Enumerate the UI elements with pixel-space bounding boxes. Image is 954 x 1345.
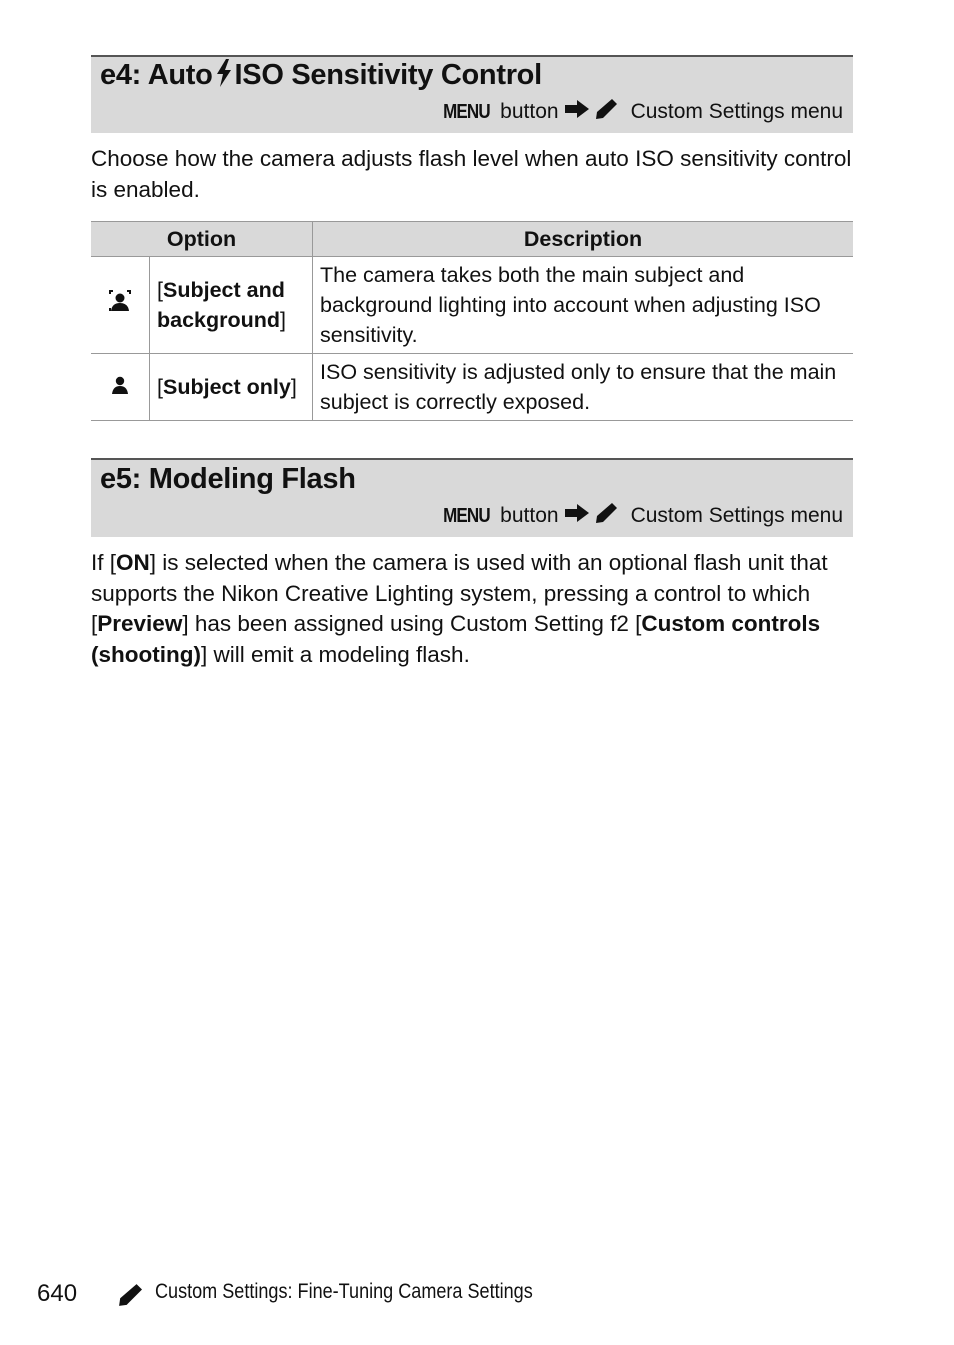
table-row (91, 354, 853, 421)
page-number: 640 (37, 1280, 78, 1307)
pencil-icon (118, 1284, 142, 1311)
section-title: e5: Modeling Flash (100, 463, 356, 495)
chapter-title: Custom Settings: Fine-Tuning Camera Settings (155, 1280, 533, 1303)
table-header-row (91, 222, 853, 257)
arrow-right-icon (565, 100, 589, 124)
breadcrumb: MENU button Custom Settings menu (443, 100, 843, 123)
table-row (91, 257, 853, 354)
breadcrumb: MENU button Custom Settings menu (443, 504, 843, 527)
section-title: e4: Auto ISO Sensitivity Control (100, 59, 542, 95)
option-description: The camera takes both the main subject and background lighting into account when adjusting ISO sensitivity. (313, 257, 854, 354)
options-table (91, 221, 853, 421)
pencil-icon (595, 503, 617, 529)
option-header: Option (91, 222, 313, 257)
arrow-right-icon (565, 504, 589, 528)
pencil-icon (595, 99, 617, 125)
description-header: Description (313, 222, 854, 257)
section-header-e4 (91, 55, 853, 133)
option-label: [Subject only] (150, 354, 313, 421)
e5-paragraph: If [ON] is selected when the camera is used with an optional flash unit that supports the Nikon Creative Lighting system, pressing a control to which [Preview] has been assigned using Custom Setting f2 [Custom controls (shooting)] will emit a modeling flash. (91, 550, 828, 667)
menu-button-glyph: MENU (443, 100, 491, 123)
e4-intro: Choose how the camera adjusts flash level when auto ISO sensitivity control is enabled. (91, 146, 852, 202)
subject-only-icon (111, 375, 129, 399)
option-description: ISO sensitivity is adjusted only to ensure that the main subject is correctly exposed. (313, 354, 854, 421)
subject-and-background-icon (109, 293, 131, 317)
option-label: [Subject and background] (150, 257, 313, 354)
flash-icon (215, 59, 233, 95)
page-footer (0, 1278, 954, 1314)
menu-button-glyph: MENU (443, 504, 491, 527)
section-header-e5 (91, 458, 853, 537)
